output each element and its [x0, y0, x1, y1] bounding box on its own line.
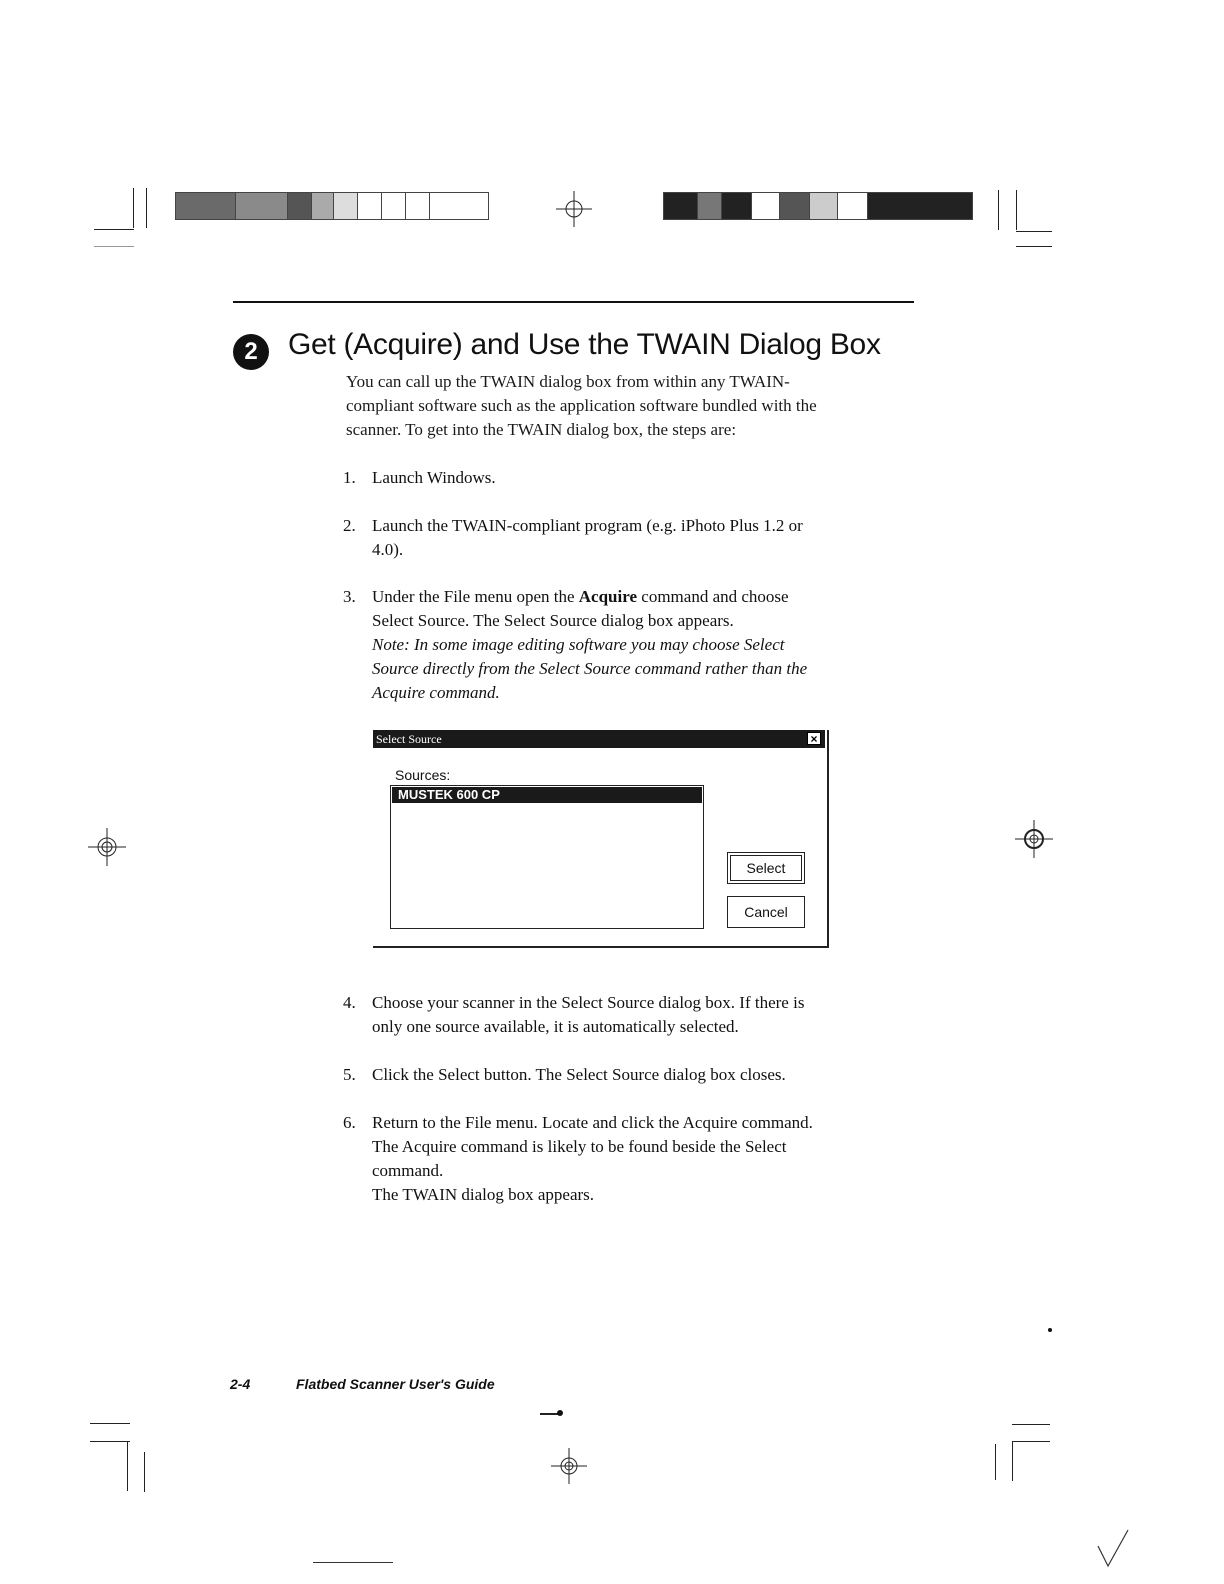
step-text: The Acquire command is likely to be found beside the Select — [372, 1137, 787, 1156]
page-number: 2-4 — [230, 1376, 251, 1392]
scan-speck — [557, 1410, 563, 1416]
step-text: command. — [372, 1161, 444, 1180]
sources-label: Sources: — [395, 767, 451, 783]
step-number-badge: 2 — [233, 334, 269, 370]
step-number: 6. — [343, 1113, 356, 1132]
registration-mark-bottom — [551, 1448, 587, 1484]
step-text: Choose your scanner in the Select Source dialog box. If there is — [372, 993, 805, 1012]
step-text: Launch the TWAIN-compliant program (e.g. iPhoto Plus 1.2 or — [372, 516, 803, 535]
intro-line-1: You can call up the TWAIN dialog box from within any TWAIN- — [346, 372, 790, 391]
intro-line-3: scanner. To get into the TWAIN dialog box, the steps are: — [346, 420, 737, 439]
scan-speck — [313, 1562, 393, 1563]
step-text: Launch Windows. — [372, 468, 496, 487]
step-text: only one source available, it is automatically selected. — [372, 1017, 739, 1036]
step-text: Under the File menu open the — [372, 587, 579, 606]
step-text: Click the Select button. The Select Source dialog box closes. — [372, 1065, 786, 1084]
grey-calibration-bar-left — [175, 192, 489, 220]
step-text: . The Select Source dialog box appears. — [465, 611, 734, 630]
book-title: Flatbed Scanner User's Guide — [296, 1376, 495, 1392]
select-source-keyword: Select Source — [372, 611, 465, 630]
step-text: The TWAIN dialog box appears. — [372, 1185, 595, 1204]
sources-listbox[interactable] — [390, 785, 704, 929]
acquire-keyword: Acquire — [578, 587, 638, 606]
step-number: 5. — [343, 1065, 356, 1084]
note-text: Note: In some image editing software you may choose Select — [372, 635, 785, 654]
step-text: 4.0). — [372, 540, 404, 559]
list-item[interactable]: MUSTEK 600 CP — [392, 787, 702, 803]
step-text: Return to the File menu. Locate and click the Acquire command. — [372, 1113, 813, 1132]
intro-line-2: compliant software such as the application software bundled with the — [346, 396, 817, 415]
select-source-dialog — [373, 730, 829, 948]
note-text: Source directly from the Select Source command rather than the — [372, 659, 808, 678]
step-text: command and choose — [637, 587, 789, 606]
close-icon[interactable]: × — [807, 732, 821, 745]
step-number: 4. — [343, 993, 356, 1012]
dialog-title: Select Source — [376, 732, 442, 746]
registration-mark-top — [556, 191, 592, 227]
checkmark-scribble — [1096, 1528, 1132, 1568]
step-number: 3. — [343, 587, 356, 606]
registration-mark-right — [1015, 820, 1053, 858]
section-title: Get (Acquire) and Use the TWAIN Dialog Box — [288, 328, 881, 361]
step-number: 1. — [343, 468, 356, 487]
registration-mark-left — [88, 828, 126, 866]
select-button[interactable]: Select — [727, 852, 805, 884]
section-rule — [233, 301, 914, 303]
grey-calibration-bar-right — [663, 192, 973, 220]
step-number: 2. — [343, 516, 356, 535]
dialog-titlebar — [373, 730, 825, 748]
scan-speck — [1048, 1328, 1052, 1332]
note-text: Acquire command. — [372, 683, 500, 702]
cancel-button[interactable]: Cancel — [727, 896, 805, 928]
